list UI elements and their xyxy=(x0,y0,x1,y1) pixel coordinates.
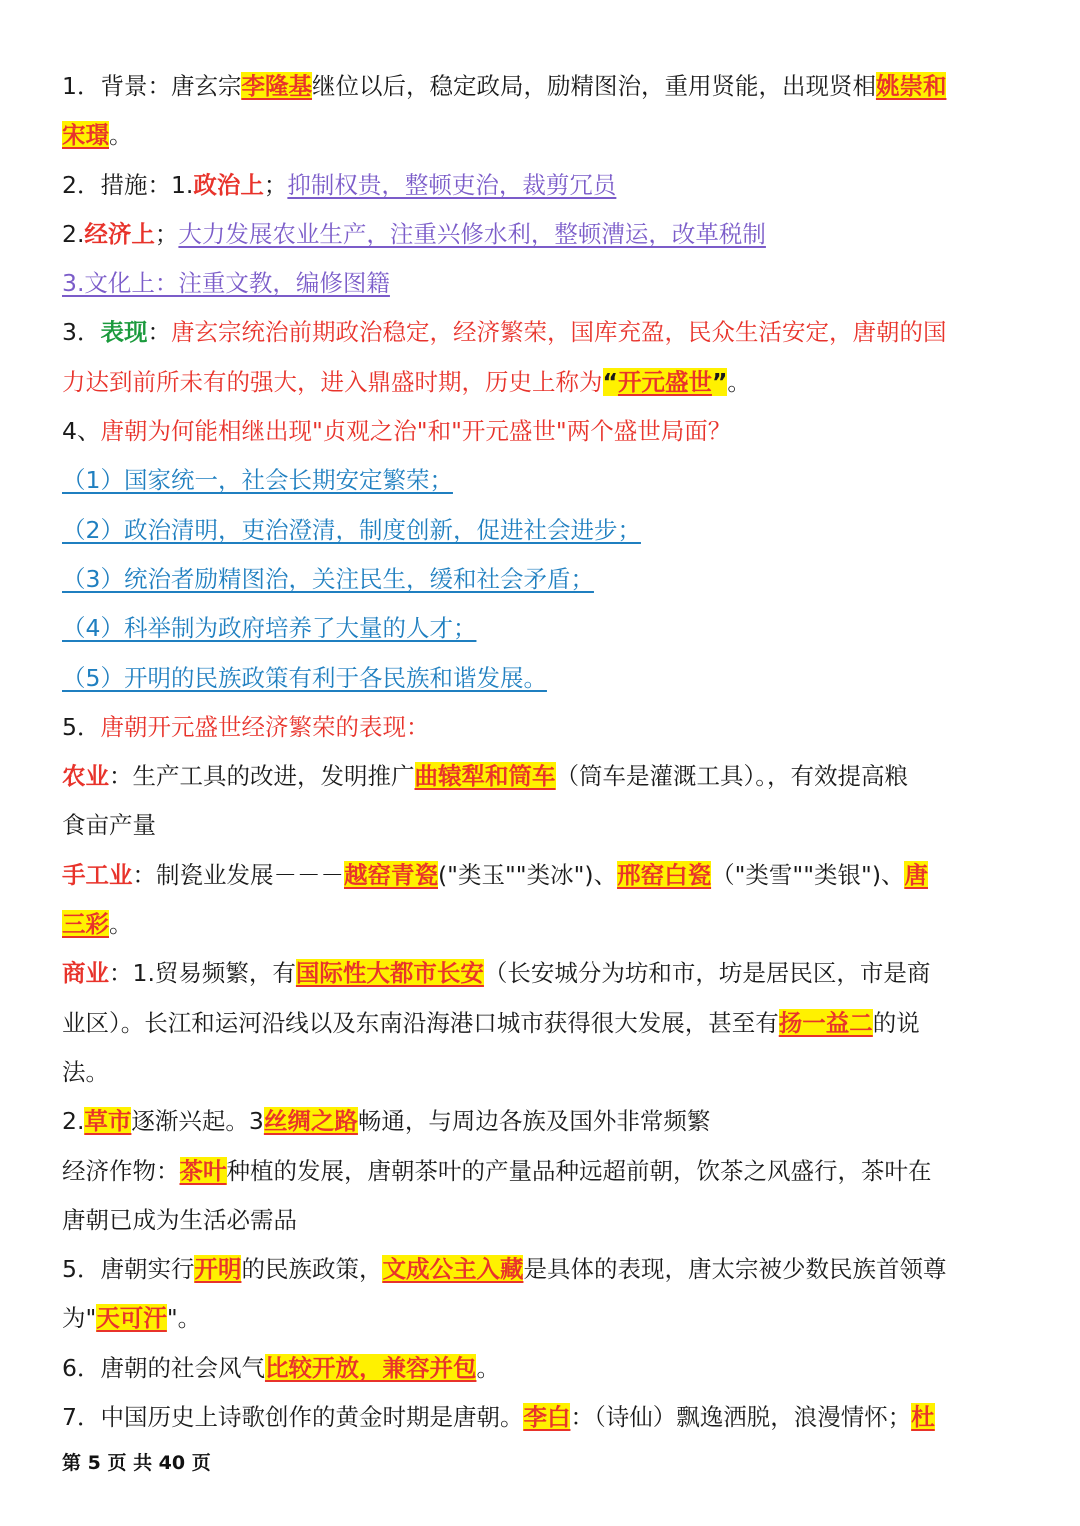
text-segment: ：（诗仙）飘逸洒脱，浪漫情怀； xyxy=(570,1403,912,1432)
text-line xyxy=(62,1048,1022,1097)
section-label: 表现 xyxy=(100,318,148,347)
text-segment: 为" xyxy=(62,1304,97,1333)
text-segment: 种植的发展，唐朝茶叶的产量品种远超前朝，饮茶之风盛行，茶叶在 xyxy=(226,1156,932,1185)
text-segment: 3． xyxy=(62,318,101,347)
emphasized-text: 力达到前所未有的强大，进入鼎盛时期，历史上称为 xyxy=(62,367,603,396)
text-segment: 。 xyxy=(109,121,133,150)
highlighted-keyword: “ xyxy=(602,367,618,396)
text-segment: "。 xyxy=(166,1304,202,1333)
text-line xyxy=(62,111,1022,160)
text-line xyxy=(62,456,1022,505)
text-line xyxy=(62,900,1022,949)
text-segment: ：制瓷业发展－－－ xyxy=(132,860,344,889)
text-segment: 2．措施：1. xyxy=(62,170,194,199)
text-segment: 2. xyxy=(62,1107,85,1136)
text-segment: 畅通，与周边各族及国外非常频繁 xyxy=(357,1107,711,1136)
section-label: 经济上 xyxy=(84,219,155,248)
text-line xyxy=(62,259,1022,308)
text-line xyxy=(62,1196,1022,1245)
text-segment: 唐朝已成为生活必需品 xyxy=(62,1205,297,1234)
text-segment: ； xyxy=(263,170,288,199)
text-segment: 。 xyxy=(476,1353,500,1382)
text-line xyxy=(62,851,1022,900)
underlined-point: 抑制权贵，整顿吏治，裁剪冗员 xyxy=(287,170,617,199)
text-segment: 。 xyxy=(109,910,133,939)
text-segment: ： xyxy=(147,318,171,347)
highlighted-keyword: 开元盛世 xyxy=(617,367,712,396)
page-footer: 第 5 页 共 40 页 xyxy=(62,1452,211,1474)
underlined-point: 3.文化上：注重文教，编修图籍 xyxy=(62,269,390,298)
highlighted-keyword: 越窑青瓷 xyxy=(344,860,438,889)
emphasized-text: 唐玄宗统治前期政治稳定，经济繁荣，国库充盈，民众生活安定，唐朝的国 xyxy=(170,318,947,347)
highlighted-keyword: 李隆基 xyxy=(241,72,312,100)
text-segment: （筒车是灌溉工具）。，有效提高粮 xyxy=(555,762,908,791)
highlighted-keyword: 宋璟 xyxy=(62,121,109,150)
text-segment: 7．中国历史上诗歌创作的黄金时期是唐朝。 xyxy=(62,1403,524,1432)
section-label: 商业 xyxy=(62,959,109,988)
text-line xyxy=(62,703,1022,752)
text-segment: ("类玉""类冰")、 xyxy=(438,860,618,889)
text-line xyxy=(62,604,1022,653)
text-segment: 业区）。长江和运河沿线以及东南沿海港口城市获得很大发展，甚至有 xyxy=(62,1008,779,1037)
text-line xyxy=(62,555,1022,604)
text-segment: 2. xyxy=(62,219,85,248)
text-segment: 继位以后，稳定政局，励精图治，重用贤能，出现贤相 xyxy=(311,72,876,100)
text-segment: 经济作物： xyxy=(62,1156,180,1185)
highlighted-keyword: 丝绸之路 xyxy=(263,1107,358,1136)
text-line xyxy=(62,407,1022,456)
text-line xyxy=(62,1097,1022,1146)
highlighted-keyword: ” xyxy=(711,367,728,396)
highlighted-keyword: 比较开放，兼容并包 xyxy=(264,1353,477,1382)
text-line xyxy=(62,752,1022,801)
highlighted-keyword: 三彩 xyxy=(62,910,109,939)
section-label: 政治上 xyxy=(193,170,264,199)
section-label: 手工业 xyxy=(62,860,133,889)
text-line xyxy=(62,949,1022,998)
text-line xyxy=(62,1245,1022,1294)
text-segment: 的说 xyxy=(872,1008,920,1037)
text-segment: 5．唐朝实行 xyxy=(62,1255,195,1284)
text-segment: （长安城分为坊和市，坊是居民区，市是商 xyxy=(483,959,931,988)
text-segment: （"类雪""类银")、 xyxy=(711,860,905,889)
underlined-point: （2）政治清明，吏治澄清，制度创新，促进社会进步； xyxy=(62,515,641,544)
document-body xyxy=(62,62,1022,1442)
highlighted-keyword: 李白 xyxy=(523,1403,571,1432)
emphasized-text: 唐朝开元盛世经济繁荣的表现： xyxy=(100,712,430,741)
text-segment: 法。 xyxy=(62,1057,109,1086)
text-line xyxy=(62,1147,1022,1196)
highlighted-keyword: 曲辕犁和筒车 xyxy=(414,762,556,791)
highlighted-keyword: 草市 xyxy=(84,1107,132,1136)
text-segment: 5． xyxy=(62,712,101,741)
text-line xyxy=(62,1344,1022,1393)
text-segment: ：生产工具的改进，发明推广 xyxy=(109,762,415,791)
text-line xyxy=(62,999,1022,1048)
text-segment: 4、 xyxy=(62,417,101,446)
text-line xyxy=(62,1393,1022,1442)
text-segment: 。 xyxy=(727,367,751,396)
text-line xyxy=(62,506,1022,555)
highlighted-keyword: 开明 xyxy=(194,1255,242,1284)
text-segment: 逐渐兴起。3 xyxy=(131,1107,264,1136)
emphasized-text: 唐朝为何能相继出现"贞观之治"和"开元盛世"两个盛世局面？ xyxy=(100,417,732,446)
underlined-point: （3）统治者励精图治，关注民生，缓和社会矛盾； xyxy=(62,564,594,593)
text-segment: 食亩产量 xyxy=(62,811,156,840)
text-segment: ：1.贸易频繁，有 xyxy=(109,959,296,988)
highlighted-keyword: 文成公主入藏 xyxy=(382,1255,524,1284)
text-line xyxy=(62,1294,1022,1343)
highlighted-keyword: 茶叶 xyxy=(179,1156,227,1185)
highlighted-keyword: 天可汗 xyxy=(96,1304,167,1333)
text-segment: 是具体的表现，唐太宗被少数民族首领尊 xyxy=(523,1255,947,1284)
text-line xyxy=(62,308,1022,357)
highlighted-keyword: 国际性大都市长安 xyxy=(295,959,484,988)
text-line xyxy=(62,161,1022,210)
underlined-point: （4）科举制为政府培养了大量的人才； xyxy=(62,614,477,643)
text-line xyxy=(62,801,1022,850)
text-segment: ； xyxy=(154,219,179,248)
text-segment: 6．唐朝的社会风气 xyxy=(62,1353,265,1382)
text-segment: 的民族政策， xyxy=(241,1255,383,1284)
text-segment: 1．背景：唐玄宗 xyxy=(62,72,242,100)
highlighted-keyword: 扬一益二 xyxy=(778,1008,873,1037)
highlighted-keyword: 姚崇和 xyxy=(875,72,947,100)
underlined-point: 大力发展农业生产，注重兴修水利，整顿漕运，改革税制 xyxy=(178,219,766,248)
text-line xyxy=(62,210,1022,259)
text-line xyxy=(62,654,1022,703)
highlighted-keyword: 唐 xyxy=(904,860,928,889)
underlined-point: （1）国家统一，社会长期安定繁荣； xyxy=(62,466,453,495)
text-line xyxy=(62,358,1022,407)
text-line xyxy=(62,62,1022,111)
underlined-point: （5）开明的民族政策有利于各民族和谐发展。 xyxy=(62,663,547,692)
section-label: 农业 xyxy=(62,762,109,791)
highlighted-keyword: 邢窑白瓷 xyxy=(617,860,712,889)
highlighted-keyword: 杜 xyxy=(911,1403,935,1432)
